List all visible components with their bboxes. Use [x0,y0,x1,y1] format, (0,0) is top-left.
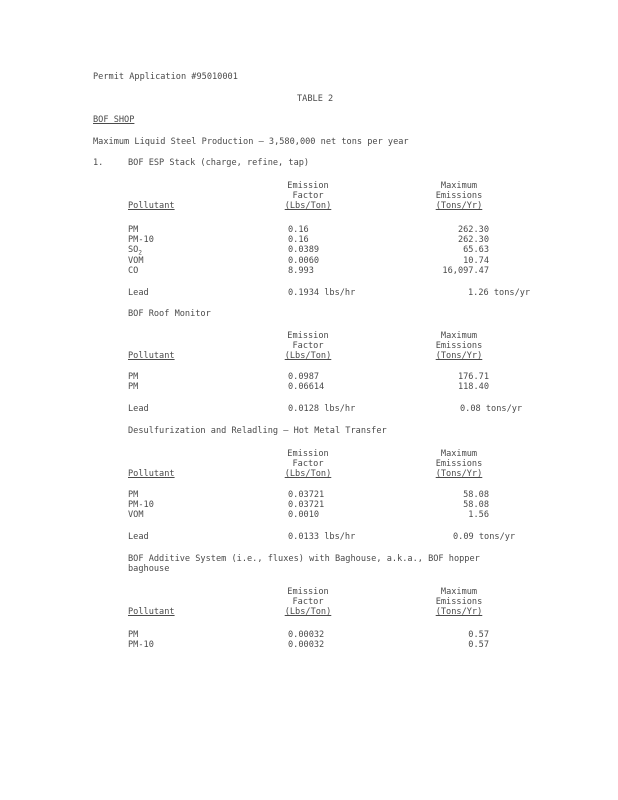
emission-factor: 0.0060 [288,256,320,266]
section-2-title: BOF Roof Monitor [128,309,211,319]
col-header-maximum: Maximum [440,331,478,341]
col-header-tons-yr: (Tons/Yr) [435,351,483,361]
section-1-title: BOF ESP Stack (charge, refine, tap) [128,158,310,168]
max-emission: 58.08 [463,500,489,510]
max-production-line: Maximum Liquid Steel Production – 3,580,000 net tons per year [93,137,409,147]
max-emission: 1.56 [468,510,489,520]
col-header-pollutant: Pollutant [128,351,175,361]
max-emission: 0.57 [468,640,489,650]
table-row: PM-10 [128,500,154,510]
col-header-emission: Emission [287,449,329,459]
subscript: 2 [138,249,142,257]
shop-heading: BOF SHOP [93,115,135,125]
lead-factor: 0.1934 lbs/hr [288,288,356,298]
lead-row: Lead [128,288,149,298]
col-header-emissions: Emissions [435,341,483,351]
col-header-emissions: Emissions [435,459,483,469]
table-row: PM-10 [128,640,154,650]
table-row: VOM [128,256,144,266]
col-header-tons-yr: (Tons/Yr) [435,607,483,617]
table-row: PM [128,372,139,382]
lead-row: Lead [128,532,149,542]
table-row: CO [128,266,139,276]
lead-emission: 0.08 tons/yr [460,404,523,414]
emission-factor: 0.00032 [288,640,325,650]
emission-factor: 0.16 [288,225,309,235]
section-4-title-continued: baghouse [128,564,170,574]
col-header-emissions: Emissions [435,597,483,607]
emission-factor: 0.0389 [288,245,320,255]
col-header-tons-yr: (Tons/Yr) [435,201,483,211]
section-3-title: Desulfurization and Reladling – Hot Metal Transfer [128,426,387,436]
emission-factor: 0.16 [288,235,309,245]
col-header-maximum: Maximum [440,181,478,191]
section-4-title: BOF Additive System (i.e., fluxes) with Baghouse, a.k.a., BOF hopper [128,554,480,564]
emission-factor: 0.03721 [288,500,325,510]
table-row: PM [128,630,139,640]
max-emission: 262.30 [457,235,489,245]
lead-emission: 0.09 tons/yr [453,532,516,542]
col-header-factor: Factor [292,191,324,201]
max-emission: 58.08 [463,490,489,500]
table-row: PM-10 [128,235,154,245]
col-header-emissions: Emissions [435,191,483,201]
pollutant-name: SO [128,245,139,255]
col-header-factor: Factor [292,597,324,607]
lead-row: Lead [128,404,149,414]
col-header-pollutant: Pollutant [128,607,175,617]
emission-factor: 8.993 [288,266,314,276]
max-emission: 16,097.47 [442,266,489,276]
col-header-factor: Factor [292,459,324,469]
col-header-tons-yr: (Tons/Yr) [435,469,483,479]
max-emission: 10.74 [463,256,489,266]
section-1-number: 1. [93,158,104,168]
table-row: PM [128,490,139,500]
emission-factor: 0.0010 [288,510,320,520]
emission-factor: 0.0987 [288,372,320,382]
max-emission: 0.57 [468,630,489,640]
col-header-pollutant: Pollutant [128,469,175,479]
lead-factor: 0.0133 lbs/hr [288,532,356,542]
col-header-emission: Emission [287,181,329,191]
col-header-maximum: Maximum [440,449,478,459]
lead-factor: 0.0128 lbs/hr [288,404,356,414]
col-header-pollutant: Pollutant [128,201,175,211]
col-header-lbs-ton: (Lbs/Ton) [284,201,332,211]
lead-emission: 1.26 tons/yr [468,288,531,298]
col-header-lbs-ton: (Lbs/Ton) [284,351,332,361]
table-row: PM [128,225,139,235]
col-header-emission: Emission [287,587,329,597]
table-row: PM [128,382,139,392]
max-emission: 262.30 [457,225,489,235]
table-title: TABLE 2 [297,94,334,104]
max-emission: 176.71 [457,372,489,382]
table-row: VOM [128,510,144,520]
permit-number: Permit Application #95010001 [93,72,238,82]
col-header-emission: Emission [287,331,329,341]
emission-factor: 0.03721 [288,490,325,500]
max-emission: 118.40 [457,382,489,392]
col-header-lbs-ton: (Lbs/Ton) [284,469,332,479]
max-emission: 65.63 [463,245,489,255]
col-header-lbs-ton: (Lbs/Ton) [284,607,332,617]
emission-factor: 0.06614 [288,382,325,392]
emission-factor: 0.00032 [288,630,325,640]
col-header-maximum: Maximum [440,587,478,597]
col-header-factor: Factor [292,341,324,351]
